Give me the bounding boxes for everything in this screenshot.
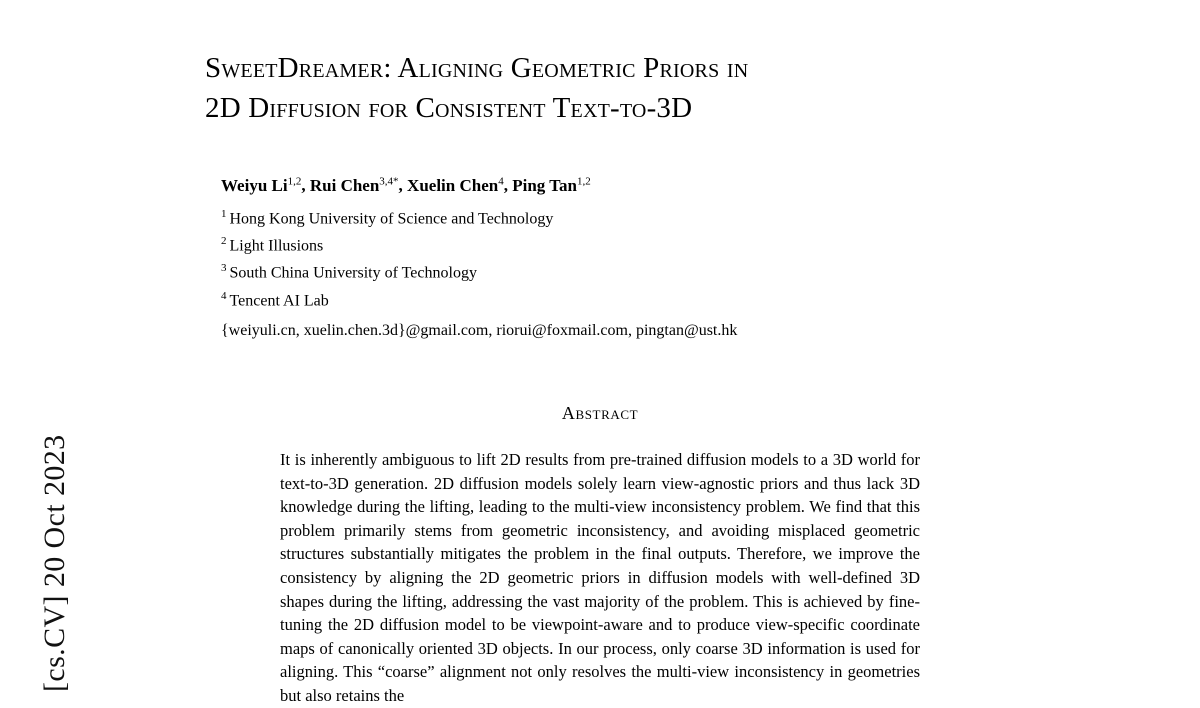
author-1: Rui Chen$^{3,4*}$ [309, 175, 399, 195]
affiliation-3-text: Tencent AI Lab [229, 291, 329, 309]
affiliation-0-text: Hong Kong University of Science and Technology [229, 209, 554, 227]
affiliation-item [221, 257, 995, 284]
affiliation-2-text: South China University of Technology [229, 264, 477, 282]
paper-page [205, 0, 995, 705]
author-2-sup: 4 [498, 175, 504, 187]
arxiv-stamp [0, 0, 90, 692]
affiliation-item [221, 230, 995, 257]
page-title-line-2: 2D Diffusion for Consistent Text-to-3D [205, 92, 693, 124]
page-title [205, 0, 995, 128]
abstract-paragraph: It is inherently ambiguous to lift 2D results from pre-trained diffusion models to a 3D world for text-to-3D generation. 2D diffusion models solely learn view-agnostic priors and thus lack 3D knowledge during the lifting, leading to the multi-view inconsistency problem. We find that this problem primarily stems from geometric inconsistency, and avoiding misplaced geometric structures substantially mitigates the problem in the final outputs. Therefore, we improve the consistency by aligning the 2D geometric priors in diffusion models with well-defined 3D shapes during the lifting, addressing the vast majority of the problem. This is achieved by fine-tuning the 2D diffusion model to be viewpoint-aware and to produce view-specific coordinate maps of canonically oriented 3D objects. In our process, only coarse 3D information is used for aligning. This “coarse” alignment not only resolves the multi-view inconsistency in geometries but also retains the [280, 449, 920, 705]
affiliation-item [221, 203, 995, 230]
affiliation-1-text: Light Illusions [229, 237, 324, 255]
author-0: Weiyu Li$^{1,2}$ [221, 175, 302, 195]
author-list: Weiyu Li$^{1,2}$, Rui Chen$^{3,4*}$, Xuelin Chen$^4$, Ping Tan$^{1,2}$ [221, 175, 591, 195]
affiliation-0-num: 1 [221, 207, 227, 220]
affiliation-2-num: 3 [221, 262, 227, 275]
abstract-body [280, 448, 920, 708]
author-3-sup: 1,2 [576, 175, 591, 187]
author-0-sup: 1,2 [287, 175, 302, 187]
arxiv-stamp-text: [cs.CV] 20 Oct 2023 [38, 434, 71, 692]
page-title-line-1: SweetDreamer: Aligning Geometric Priors in [205, 52, 749, 84]
author-2: Xuelin Chen$^4$ [407, 175, 504, 195]
affiliation-1-num: 2 [221, 234, 227, 247]
affiliation-list [205, 203, 995, 312]
author-1-sup: 3,4* [379, 175, 399, 187]
affiliation-3-num: 4 [221, 289, 227, 302]
affiliation-item [221, 285, 995, 312]
author-3: Ping Tan$^{1,2}$ [512, 175, 591, 195]
contact-emails: {weiyuli.cn, xuelin.chen.3d}@gmail.com, riorui@foxmail.com, pingtan@ust.hk [221, 321, 738, 339]
abstract-heading: Abstract [561, 402, 639, 423]
